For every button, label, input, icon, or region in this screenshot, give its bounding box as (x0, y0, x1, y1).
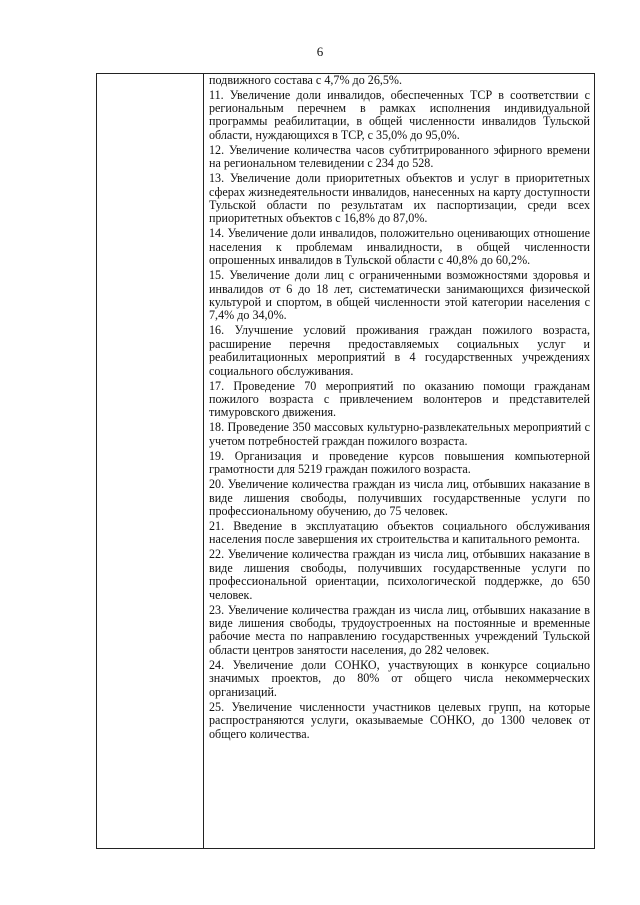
document-table (96, 73, 595, 849)
list-item: 17. Проведение 70 мероприятий по оказанию помощи гражданам пожилого возраста с привлечением волонтеров и представителей тимуровского движения. (209, 378, 590, 420)
list-item: 14. Увеличение доли инвалидов, положительно оценивающих отношение населения к проблемам инвалидности, в общей численности опрошенных инвалидов в Тульской области с 40,8% до 60,2%. (209, 226, 590, 268)
list-item: 20. Увеличение количества граждан из числа лиц, отбывших наказание в виде лишения свободы, получивших государственные услуги по профессиональному обучению, до 75 человек. (209, 477, 590, 519)
list-item: 23. Увеличение количества граждан из числа лиц, отбывших наказание в виде лишения свободы, трудоустроенных на постоянные и временные рабочие места по направлению государственных учреждений Тульской области центров занятости населения, до 282 человек. (209, 602, 590, 657)
list-item: 12. Увеличение количества часов субтитрированного эфирного времени на региональном телевидении с 234 до 528. (209, 142, 590, 171)
table-left-column (97, 74, 204, 848)
list-item: 21. Введение в эксплуатацию объектов социального обслуживания населения после завершения их строительства и капитального ремонта. (209, 519, 590, 547)
list-item: 22. Увеличение количества граждан из числа лиц, отбывших наказание в виде лишения свободы, получивших государственные услуги по профессиональной ориентации, психологической поддержке, до 650 человек. (209, 547, 590, 602)
list-item: 18. Проведение 350 массовых культурно-развлекательных мероприятий с учетом потребностей граждан пожилого возраста. (209, 420, 590, 448)
list-item: 13. Увеличение доли приоритетных объектов и услуг в приоритетных сферах жизнедеятельности инвалидов, нанесенных на карту доступности Тульской области по результатам их паспортизации, среди всех приоритетных объектов с 16,8% до 87,0%. (209, 171, 590, 226)
list-item: подвижного состава с 4,7% до 26,5%. (209, 72, 403, 87)
list-item: 11. Увеличение доли инвалидов, обеспеченных ТСР в соответствии с региональным перечнем в рамках исполнения индивидуальной программы реабилитации, в общей численности инвалидов Тульской области, нуждающихся в ТСР, с 35,0% до 95,0%. (209, 87, 590, 142)
list-item: 16. Улучшение условий проживания граждан пожилого возраста, расширение перечня предоставляемых социальных услуг и реабилитационных мероприятий в 4 государственных учреждениях социального обслуживания. (209, 323, 590, 378)
list-item: 15. Увеличение доли лиц с ограниченными возможностями здоровья и инвалидов от 6 до 18 лет, систематически занимающихся физической культурой и спортом, в общей численности этой категории населения с 7,4% до 34,0%. (209, 268, 590, 323)
list-item: 24. Увеличение доли СОНКО, участвующих в конкурсе социально значимых проектов, до 80% от общего числа некоммерческих организаций. (209, 657, 590, 699)
page-number: 6 (316, 44, 324, 59)
list-item: 25. Увеличение численности участников целевых групп, на которые распространяются услуги, оказываемые СОНКО, до 1300 человек от общего количества. (209, 699, 590, 741)
table-right-column (204, 74, 594, 848)
list-item: 19. Организация и проведение курсов повышения компьютерной грамотности для 5219 граждан пожилого возраста. (209, 448, 590, 477)
